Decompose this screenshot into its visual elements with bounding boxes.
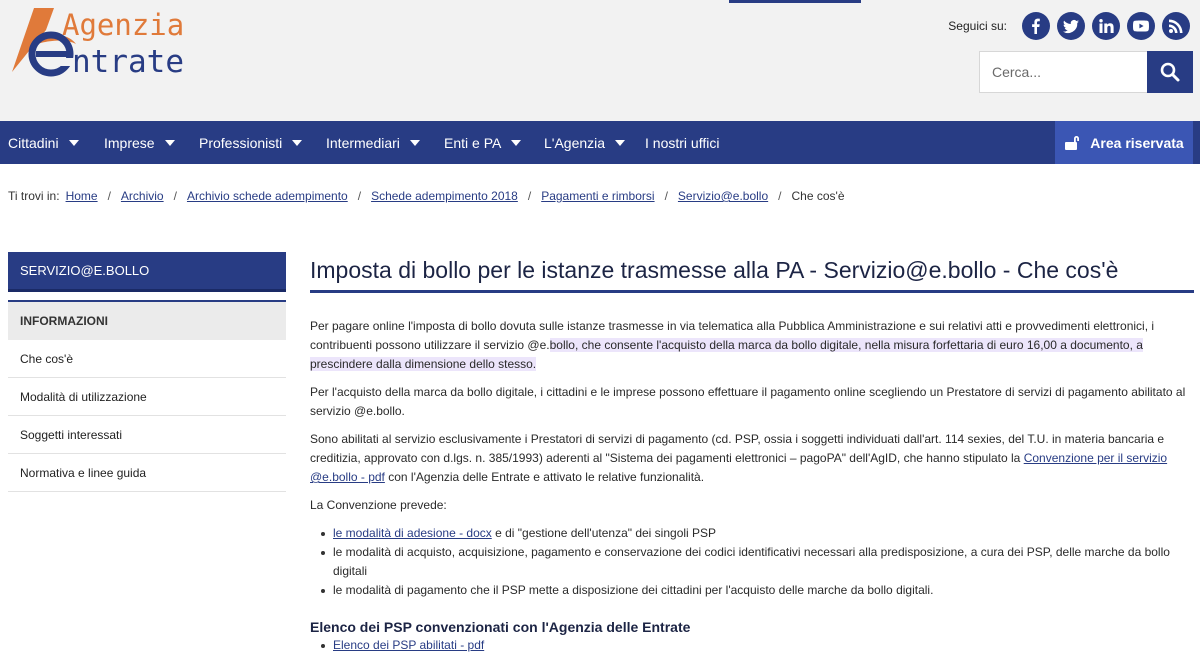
sidebar-title: SERVIZIO@E.BOLLO: [8, 252, 286, 292]
area-riservata-label: Area riservata: [1090, 134, 1184, 151]
list-item: [321, 636, 1194, 655]
search-box: [979, 51, 1193, 93]
unlock-icon: [1064, 135, 1080, 151]
nav-item-label: Cittadini: [8, 134, 59, 151]
breadcrumb-separator: /: [357, 189, 362, 203]
nav-item-enti-e-pa[interactable]: [444, 121, 521, 164]
paragraph-convenzione: La Convenzione prevede:: [310, 498, 447, 512]
page-title: Imposta di bollo per le istanze trasmesse alla PA - Servizio@e.bollo - Che cos'è: [310, 257, 1119, 283]
breadcrumb-label: Ti trovi in:: [8, 189, 60, 203]
youtube-icon[interactable]: [1127, 12, 1155, 40]
breadcrumb-link-servizio-ebollo[interactable]: Servizio@e.bollo: [677, 189, 769, 203]
main-content: [310, 252, 1194, 655]
caret-down-icon: [615, 140, 625, 146]
search-input[interactable]: [979, 51, 1147, 93]
nav-item-label: Imprese: [104, 134, 155, 151]
list-item-text: e di "gestione dell'utenza" dei singoli PSP: [491, 526, 717, 540]
breadcrumb: [8, 189, 845, 203]
breadcrumb-separator: /: [173, 189, 177, 203]
nav-item-label: Enti e PA: [444, 134, 502, 151]
sidebar-section-informazioni: INFORMAZIONI: [8, 300, 286, 340]
sidebar-item-che-cose[interactable]: Che cos'è: [8, 340, 286, 378]
caret-down-icon: [511, 140, 521, 146]
social-links: [948, 12, 1190, 40]
convenzione-list: [310, 524, 1194, 600]
breadcrumb-separator: /: [107, 189, 111, 203]
paragraph-intro: [310, 317, 1194, 374]
sidebar-item-normativa[interactable]: Normativa e linee guida: [8, 454, 286, 492]
search-button[interactable]: [1147, 51, 1193, 93]
search-icon: [1160, 62, 1180, 82]
agenzia-entrate-logo[interactable]: [6, 2, 216, 82]
logo-word-agenzia: Agenzia: [62, 8, 185, 42]
paragraph-acquisto: Per l'acquisto della marca da bollo digitale, i cittadini e le imprese possono effettuare il pagamento online scegliendo un Prestatore di servizi di pagamento abilitato al servizio @e.bollo.: [310, 385, 1186, 418]
nav-item-label: Professionisti: [199, 134, 283, 151]
area-riservata-button[interactable]: [1055, 121, 1193, 164]
breadcrumb-link-archivio-schede[interactable]: Archivio schede adempimento: [186, 189, 348, 203]
nav-item-cittadini[interactable]: [8, 121, 79, 164]
breadcrumb-link-archivio[interactable]: Archivio: [120, 189, 164, 203]
nav-item-intermediari[interactable]: [326, 121, 420, 164]
nav-item-lagenzia[interactable]: [544, 121, 625, 164]
nav-item-label: Intermediari: [326, 134, 400, 151]
logo-word-entrate: ntrate: [72, 44, 184, 80]
caret-down-icon: [292, 140, 302, 146]
sidebar-item-modalita[interactable]: Modalità di utilizzazione: [8, 378, 286, 416]
nav-item-nostri-uffici[interactable]: [645, 121, 719, 164]
breadcrumb-separator: /: [778, 189, 782, 203]
breadcrumb-link-schede-2018[interactable]: Schede adempimento 2018: [371, 189, 518, 203]
social-label: Seguici su:: [948, 19, 1007, 33]
modalita-adesione-docx-link[interactable]: le modalità di adesione - docx: [333, 526, 492, 540]
main-nav: [0, 121, 1200, 164]
linkedin-icon[interactable]: [1092, 12, 1120, 40]
nav-item-label: L'Agenzia: [544, 134, 606, 151]
nav-item-label: I nostri uffici: [645, 134, 720, 151]
caret-down-icon: [410, 140, 420, 146]
psp-list: [310, 636, 1194, 655]
caret-down-icon: [69, 140, 79, 146]
elenco-psp-pdf-link[interactable]: Elenco dei PSP abilitati - pdf: [333, 638, 485, 652]
caret-down-icon: [165, 140, 175, 146]
paragraph-text: Sono abilitati al servizio esclusivamente i Prestatori di servizi di pagamento (cd. PSP, ossia i soggetti individuati dall'art. 114 sexies, del T.U. in materia bancaria e creditizia, approvato con d.lgs. n. 385/1993) aderenti al "Sistema dei pagamenti elettronici – pagoPA" dell'AgID, che hanno stipulato la: [310, 432, 1165, 465]
paragraph-abilitati: [310, 430, 1194, 487]
section-heading-psp: Elenco dei PSP convenzionati con l'Agenzia delle Entrate: [310, 619, 691, 635]
list-item: le modalità di acquisto, acquisizione, pagamento e conservazione dei codici identificativi necessari alla predisposizione, a cura dei PSP, delle marche da bollo digitali: [321, 543, 1194, 581]
nav-item-professionisti[interactable]: [199, 121, 302, 164]
breadcrumb-separator: /: [664, 189, 668, 203]
list-item: le modalità di pagamento che il PSP mette a disposizione dei cittadini per l'acquisto delle marche da bollo digitali.: [321, 581, 1194, 600]
twitter-icon[interactable]: [1057, 12, 1085, 40]
breadcrumb-link-home[interactable]: Home: [65, 189, 98, 203]
convenzione-pdf-link[interactable]: Convenzione per il servizio @e.bollo - pdf: [310, 451, 1168, 484]
sidebar: [8, 252, 286, 492]
facebook-icon[interactable]: [1022, 12, 1050, 40]
site-header: [0, 0, 1200, 121]
rss-icon[interactable]: [1162, 12, 1190, 40]
breadcrumb-separator: /: [527, 189, 532, 203]
breadcrumb-link-pagamenti[interactable]: Pagamenti e rimborsi: [541, 189, 655, 203]
nav-item-imprese[interactable]: [104, 121, 175, 164]
title-divider: [310, 290, 1194, 293]
breadcrumb-current: Che cos'è: [791, 189, 845, 203]
highlighted-text: bollo, che consente l'acquisto della marca da bollo digitale, nella misura forfettaria di euro 16,00 a documento, a prescindere dalla dimensione dello stesso.: [310, 338, 1143, 371]
sidebar-item-soggetti[interactable]: Soggetti interessati: [8, 416, 286, 454]
paragraph-text: Per pagare online l'imposta di bollo dovuta sulle istanze trasmesse in via telematica alla Pubblica Amministrazione e sui relativi atti e provvedimenti elettronici, i contribuenti possono utilizzare il servizio @e.: [310, 319, 1155, 352]
paragraph-text: con l'Agenzia delle Entrate e attivato le relative funzionalità.: [384, 470, 705, 484]
top-accent-bar: [729, 0, 861, 3]
list-item: [321, 524, 1194, 543]
